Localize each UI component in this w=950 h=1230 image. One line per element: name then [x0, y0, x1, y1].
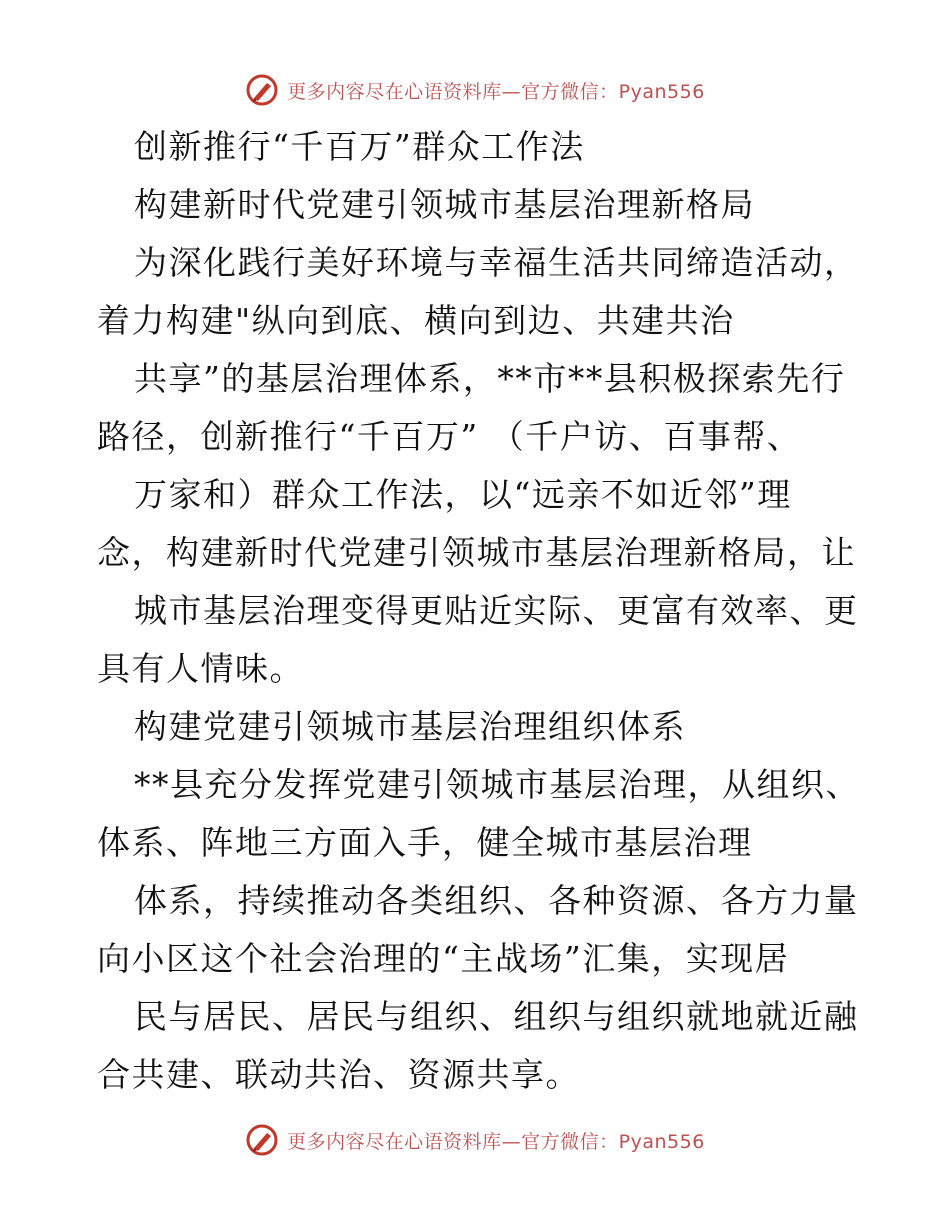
- paragraph-line: 体系，持续推动各类组织、各种资源、各方力量: [134, 881, 859, 920]
- section-heading: 构建党建引领城市基层治理组织体系: [134, 707, 686, 746]
- paragraph-line: 具有人情味。: [97, 649, 304, 688]
- header-banner: [0, 70, 950, 110]
- banner-text: 更多内容尽在心语资料库—官方微信：Pyan556: [287, 80, 705, 103]
- paragraph-line: 城市基层治理变得更贴近实际、更富有效率、更: [134, 591, 859, 630]
- paragraph-line: 路径，创新推行“千百万” （千户访、百事帮、: [97, 417, 802, 456]
- paragraph-line: 向小区这个社会治理的“主战场”汇集，实现居: [97, 939, 790, 978]
- document-title: 创新推行“千百万”群众工作法: [134, 127, 585, 166]
- pen-circle-logo-icon: [245, 73, 279, 107]
- paragraph-line: 着力构建"纵向到底、横向到边、共建共治: [97, 301, 735, 340]
- paragraph-line: 民与居民、居民与组织、组织与组织就地就近融: [134, 997, 859, 1036]
- paragraph-line: **县充分发挥党建引领城市基层治理，从组织、: [134, 765, 860, 804]
- paragraph-line: 为深化践行美好环境与幸福生活共同缔造活动，: [134, 243, 859, 282]
- paragraph-line: 体系、阵地三方面入手，健全城市基层治理: [97, 823, 753, 862]
- paragraph-line: 合共建、联动共治、资源共享。: [97, 1055, 580, 1094]
- footer-banner: [0, 1120, 950, 1160]
- document-body: [97, 118, 860, 1104]
- paragraph-line: 念，构建新时代党建引领城市基层治理新格局，让: [97, 533, 856, 572]
- paragraph-line: 万家和）群众工作法，以“远亲不如近邻”理: [134, 475, 792, 514]
- document-subtitle: 构建新时代党建引领城市基层治理新格局: [134, 185, 755, 224]
- banner-text: 更多内容尽在心语资料库—官方微信：Pyan556: [287, 1130, 705, 1153]
- paragraph-line: 共享”的基层治理体系，**市**县积极探索先行: [134, 359, 846, 398]
- pen-circle-logo-icon: [245, 1123, 279, 1157]
